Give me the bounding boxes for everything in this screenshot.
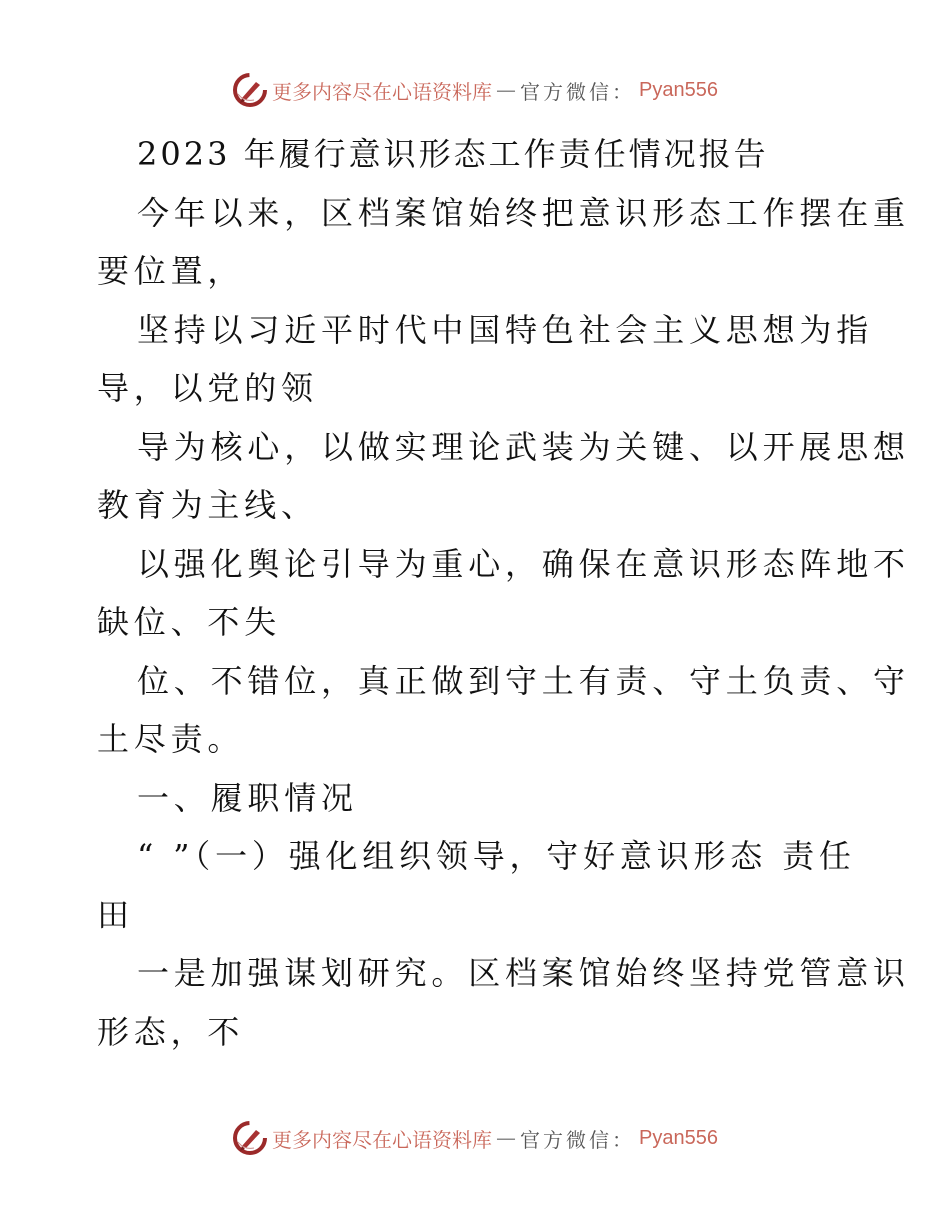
separator: — [496, 78, 517, 102]
document-title: 2023 年履行意识形态工作责任情况报告 [137, 135, 769, 173]
paragraph-line: 田 [97, 895, 134, 934]
wechat-label: 官方微信： [520, 79, 636, 104]
quill-pen-logo-icon [232, 72, 268, 108]
paragraph-line: 位、不错位，真正做到守土有责、守土负责、守 [137, 661, 910, 700]
paragraph-line: 形态，不 [97, 1012, 245, 1051]
paragraph-line: 坚持以习近平时代中国特色社会主义思想为指 [137, 310, 874, 349]
paragraph-line: 要位置， [97, 252, 245, 290]
paragraph-line: 导，以党的领 [97, 369, 318, 407]
paragraph-line: 教育为主线、 [97, 486, 318, 524]
separator: — [496, 1126, 517, 1150]
paragraph-line: 缺位、不失 [97, 603, 282, 641]
paragraph-line: 土尽责。 [97, 720, 245, 758]
brand-text: 更多内容尽在心语资料库 [272, 1127, 493, 1152]
paragraph-line: 导为核心，以做实理论武装为关键、以开展思想 [137, 427, 910, 466]
paragraph-line: 今年以来，区档案馆始终把意识形态工作摆在重 [137, 193, 910, 232]
section-heading: 一、履职情况 [137, 778, 358, 817]
wechat-id: Pyan556 [639, 78, 718, 101]
wechat-label: 官方微信： [520, 1127, 636, 1152]
paragraph-line: 以强化舆论引导为重心，确保在意识形态阵地不 [137, 544, 910, 583]
subsection-heading: “ ”（一）强化组织领导，守好意识形态 责任 [137, 837, 856, 875]
quill-pen-logo-icon [232, 1120, 268, 1156]
footer-watermark-banner [0, 1118, 950, 1158]
paragraph-line: 一是加强谋划研究。区档案馆始终坚持党管意识 [137, 954, 910, 992]
wechat-id: Pyan556 [639, 1126, 718, 1149]
document-body [97, 125, 910, 1061]
brand-text: 更多内容尽在心语资料库 [272, 79, 493, 104]
header-watermark-banner [0, 70, 950, 110]
